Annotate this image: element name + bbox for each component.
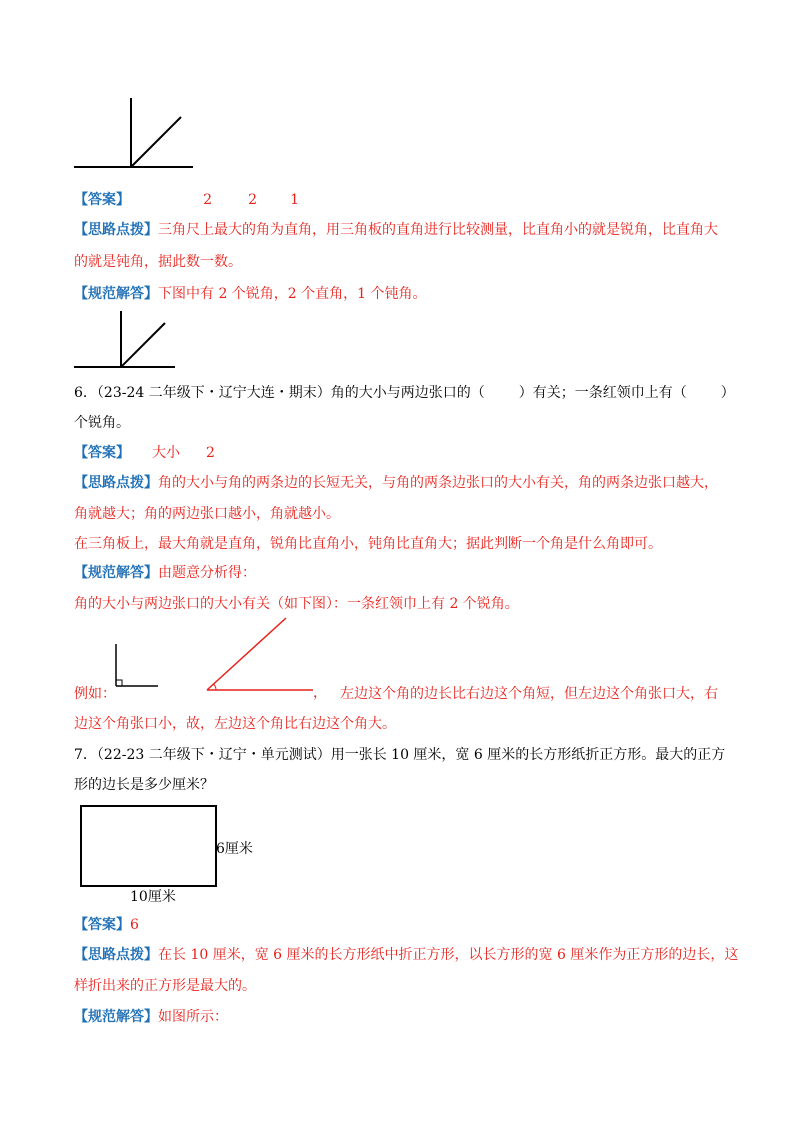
q5-answer-row <box>74 190 299 210</box>
q7-question-row-2: 形的边长是多少厘米？ <box>74 777 214 793</box>
q5-hint-row <box>74 220 718 240</box>
solution-text: 如图所示： <box>158 1009 228 1025</box>
hint-text: 角的大小与角的两条边的长短无关，与角的两条边张口的大小有关，角的两条边张口越大， <box>158 475 718 491</box>
answer-tag: 【答案】 <box>74 917 130 933</box>
solution-tag: 【规范解答】 <box>74 565 158 581</box>
q6-hint-row-2: 角就越大；角的两边张口越小，角就越小。 <box>74 506 340 522</box>
width-label: 6厘米 <box>216 841 253 857</box>
answer-tag: 【答案】 <box>74 192 130 208</box>
q6-solution-row <box>74 563 256 583</box>
q7-question-row: 7．（22-23 二年级下・辽宁・单元测试）用一张长 10 厘米，宽 6 厘米的长方形纸折正方形。最大的正方 <box>74 747 726 763</box>
q7-hint-row <box>74 945 738 965</box>
answer-value-1: 2 <box>203 192 212 208</box>
solution-text: 由题意分析得： <box>158 565 256 581</box>
q6-question-end: ） <box>720 385 735 401</box>
answer-value: 6 <box>130 917 139 933</box>
answer-value-1: 大小 <box>152 445 180 461</box>
q6-hint-row-3: 在三角板上，最大角就是直角，锐角比直角小，钝角比直角大；据此判断一个角是什么角即可。 <box>74 536 662 552</box>
q6-question-prefix: 6．（23-24 二年级下・辽宁大连・期末）角的大小与两边张口的（ <box>74 385 485 401</box>
solution-tag: 【规范解答】 <box>74 1009 158 1025</box>
q6-answer-row <box>74 443 215 463</box>
answer-value-3: 1 <box>290 192 299 208</box>
hint-tag: 【思路点拨】 <box>74 475 158 491</box>
example-comma: ， <box>313 685 327 701</box>
angle-figure-top <box>0 0 800 200</box>
solution-text: 下图中有 2 个锐角，2 个直角，1 个钝角。 <box>158 286 427 302</box>
q6-question-row-2: 个锐角。 <box>74 415 130 431</box>
q7-answer-row <box>74 915 139 935</box>
length-label: 10厘米 <box>130 889 176 905</box>
hint-text: 三角尺上最大的角为直角，用三角板的直角进行比较测量，比直角小的就是锐角，比直角大 <box>158 222 718 238</box>
example-label: 例如： <box>74 686 116 702</box>
answer-tag: 【答案】 <box>74 445 130 461</box>
q6-solution-row-2: 角的大小与两边张口的大小有关（如下图）：一条红领巾上有 2 个锐角。 <box>74 596 519 612</box>
rectangle-figure <box>80 805 217 887</box>
q6-hint-row <box>74 473 718 493</box>
answer-value-2: 2 <box>206 445 215 461</box>
q6-question-row <box>74 383 735 403</box>
solution-tag: 【规范解答】 <box>74 286 158 302</box>
answer-value-2: 2 <box>248 192 257 208</box>
q7-hint-row-2: 样折出来的正方形是最大的。 <box>74 978 256 994</box>
hint-tag: 【思路点拨】 <box>74 222 158 238</box>
hint-text: 在长 10 厘米，宽 6 厘米的长方形纸中折正方形，以长方形的宽 6 厘米作为正方形的边长，这 <box>158 947 739 963</box>
example-text-2: 边这个角张口小，故，左边这个角比右边这个角大。 <box>74 716 396 732</box>
q5-hint-row-2: 的就是钝角，据此数一数。 <box>74 254 242 270</box>
example-text-1: 左边这个角的边长比右边这个角短，但左边这个角张口大，右 <box>340 686 718 702</box>
q7-solution-row <box>74 1007 228 1027</box>
hint-tag: 【思路点拨】 <box>74 947 158 963</box>
angle-figure-solution <box>0 300 800 380</box>
q6-question-mid: ）有关；一条红领巾上有（ <box>518 385 687 401</box>
